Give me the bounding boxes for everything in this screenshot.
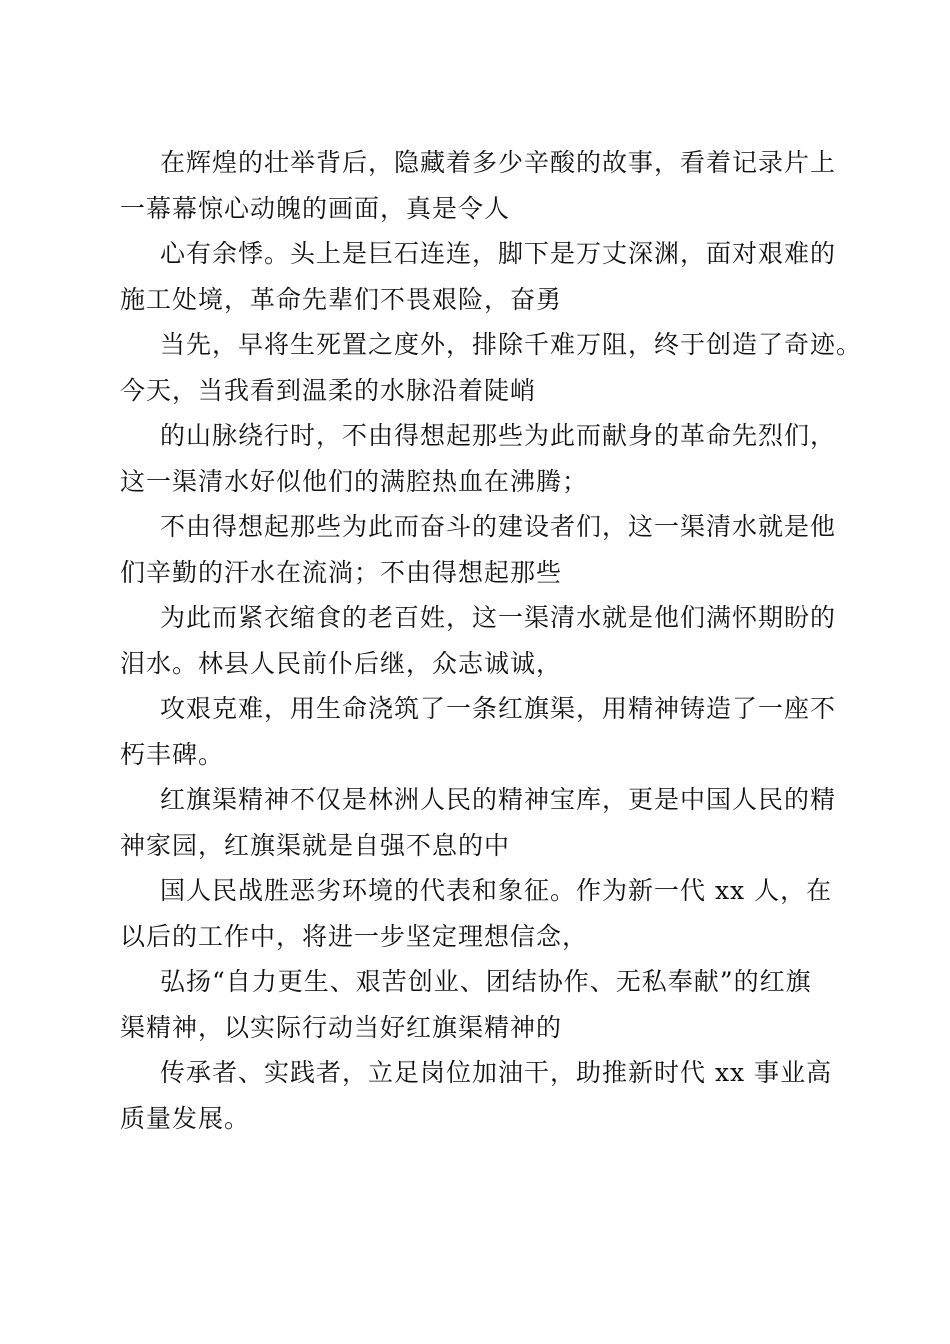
paragraph-line: 传承者、实践者，立足岗位加油干，助推新时代 xx 事业高 bbox=[160, 1058, 833, 1087]
paragraph bbox=[120, 231, 835, 322]
paragraph-line: 弘扬“自力更生、艰苦创业、团结协作、无私奉献”的红旗 bbox=[160, 967, 812, 996]
paragraph-line: 以后的工作中，将进一步坚定理想信念， bbox=[120, 921, 589, 951]
paragraph bbox=[120, 595, 835, 686]
paragraph-line: 攻艰克难，用生命浇筑了一条红旗渠，用精神铸造了一座不 bbox=[160, 694, 837, 723]
paragraph-line: 施工处境，革命先辈们不畏艰险，奋勇 bbox=[120, 284, 563, 314]
paragraph-line: 们辛勤的汗水在流淌；不由得想起那些 bbox=[120, 557, 563, 587]
paragraph-line: 渠精神，以实际行动当好红旗渠精神的 bbox=[120, 1012, 563, 1042]
paragraph-line: 质量发展。 bbox=[120, 1103, 251, 1133]
paragraph bbox=[120, 1050, 835, 1141]
paragraph-line: 心有余悸。头上是巨石连连，脚下是万丈深渊，面对艰难的 bbox=[160, 239, 837, 268]
paragraph bbox=[120, 777, 835, 868]
paragraph-line: 泪水。林县人民前仆后继，众志诚诚， bbox=[120, 648, 563, 678]
paragraph bbox=[120, 322, 863, 413]
paragraph-line: 不由得想起那些为此而奋斗的建设者们，这一渠清水就是他 bbox=[160, 512, 837, 541]
paragraph bbox=[120, 868, 835, 959]
paragraph bbox=[120, 686, 835, 777]
document-body bbox=[120, 140, 863, 1141]
paragraph-line: 朽丰碑。 bbox=[120, 739, 225, 769]
paragraph-line: 这一渠清水好似他们的满腔热血在沸腾； bbox=[120, 466, 589, 496]
paragraph bbox=[120, 959, 835, 1050]
paragraph-line: 今天，当我看到温柔的水脉沿着陡峭 bbox=[120, 375, 537, 405]
paragraph-line: 一幕幕惊心动魄的画面，真是令人 bbox=[120, 193, 511, 223]
paragraph-line: 的山脉绕行时，不由得想起那些为此而献身的革命先烈们， bbox=[160, 421, 837, 450]
paragraph-line: 红旗渠精神不仅是林洲人民的精神宝库，更是中国人民的精 bbox=[160, 785, 837, 814]
paragraph-line: 国人民战胜恶劣环境的代表和象征。作为新一代 xx 人，在 bbox=[160, 876, 833, 905]
paragraph bbox=[120, 140, 835, 231]
paragraph-line: 在辉煌的壮举背后，隐藏着多少辛酸的故事，看着记录片上 bbox=[160, 148, 837, 177]
paragraph bbox=[120, 504, 835, 595]
paragraph-line: 神家园，红旗渠就是自强不息的中 bbox=[120, 830, 511, 860]
paragraph-line: 为此而紧衣缩食的老百姓，这一渠清水就是他们满怀期盼的 bbox=[160, 603, 837, 632]
paragraph-line: 当先，早将生死置之度外，排除千难万阻，终于创造了奇迹。 bbox=[160, 330, 863, 359]
paragraph bbox=[120, 413, 835, 504]
